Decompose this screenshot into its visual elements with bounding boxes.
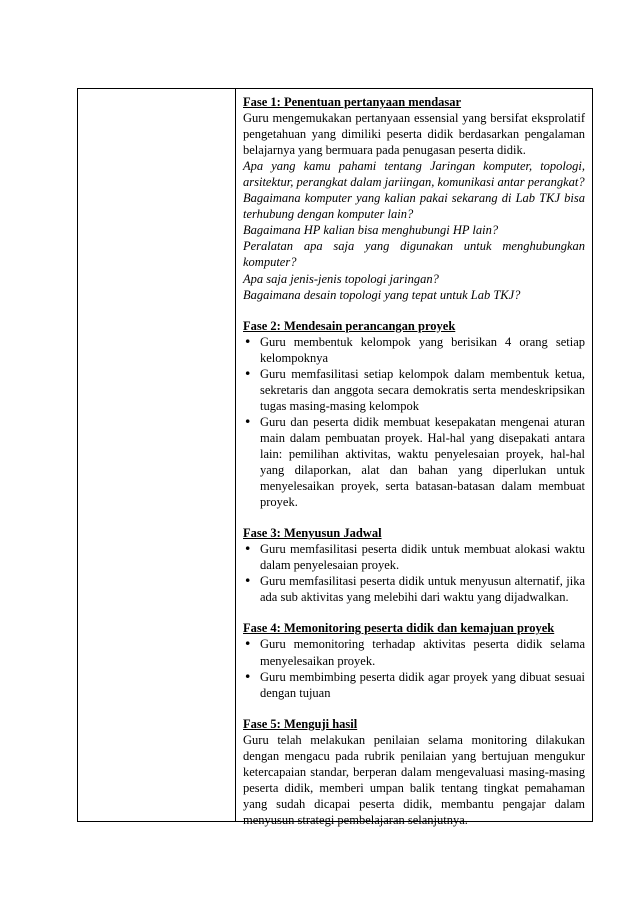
list-item: • Guru dan peserta didik membuat kesepakatan mengenai aturan main dalam pembuatan proyek. Hal-hal yang disepakati antara lain: pemilihan aktivitas, waktu penyelesaian proyek, hal-hal yang dilaporkan, alat dan bahan yang diperlukan untuk menyelesaikan proyek, serta batasan-batasan dalam membuat proyek.	[243, 414, 585, 510]
fase2-heading: Fase 2: Mendesain perancangan proyek	[243, 318, 456, 333]
fase1-heading: Fase 1: Penentuan pertanyaan mendasar	[243, 95, 462, 109]
list-item: • Guru memonitoring terhadap aktivitas peserta didik selama menyelesaikan proyek.	[243, 636, 585, 668]
list-item: • Guru membentuk kelompok yang berisikan 4 orang setiap kelompoknya	[243, 334, 585, 366]
fase1-question: Bagaimana desain topologi yang tepat untuk Lab TKJ?	[243, 287, 521, 302]
list-item: • Guru memfasilitasi setiap kelompok dalam membentuk ketua, sekretaris dan anggota secara demokratis serta mendeskripsikan tugas masing-masing kelompok	[243, 366, 585, 414]
list-item: • Guru membimbing peserta didik agar proyek yang dibuat sesuai dengan tujuan	[243, 669, 585, 701]
fase1-question: Peralatan apa saja yang digunakan untuk menghubungkan komputer?	[243, 239, 585, 270]
fase3-list	[243, 541, 585, 605]
fase1-question: Apa yang kamu pahami tentang Jaringan komputer, topologi, arsitektur, perangkat dalam jariingan, komunikasi antar perangkat?	[243, 159, 585, 190]
fase5-heading: Fase 5: Menguji hasil	[243, 716, 358, 731]
fase1-question: Bagaimana HP kalian bisa menghubungi HP lain?	[243, 223, 499, 238]
fase1-question: Bagaimana komputer yang kalian pakai sekarang di Lab TKJ bisa terhubung dengan komputer lain?	[243, 191, 585, 222]
fase4-list	[243, 636, 585, 700]
fase3-heading: Fase 3: Menyusun Jadwal	[243, 526, 382, 541]
column-divider	[235, 89, 236, 821]
fase1-intro: Guru mengemukakan pertanyaan essensial yang bersifat eksprolatif pengetahuan yang dimiliki peserta didik berdasarkan pengalaman belajarnya yang bermuara pada penugasan peserta didik.	[243, 111, 585, 158]
list-item: • Guru memfasilitasi peserta didik untuk menyusun alternatif, jika ada sub aktivitas yang melebihi dari waktu yang dijadwalkan.	[243, 573, 585, 605]
activity-content-cell	[243, 94, 585, 828]
fase5-body: Guru telah melakukan penilaian selama monitoring dilakukan dengan mengacu pada rubrik penilaian yang bertujuan mengukur ketercapaian standar, berperan dalam mengevaluasi masing-masing peserta didik, memberi umpan balik tentang tingkat pemahaman yang sudah dicapai peserta didik, membantu pengajar dalam menyusun strategi pembelajaran selanjutnya.	[243, 732, 585, 827]
fase1-question: Apa saja jenis-jenis topologi jaringan?	[243, 271, 439, 286]
fase2-list	[243, 334, 585, 511]
list-item: • Guru memfasilitasi peserta didik untuk membuat alokasi waktu dalam penyelesaian proyek.	[243, 541, 585, 573]
activity-table	[77, 88, 593, 827]
fase4-heading: Fase 4: Memonitoring peserta didik dan kemajuan proyek	[243, 621, 555, 636]
